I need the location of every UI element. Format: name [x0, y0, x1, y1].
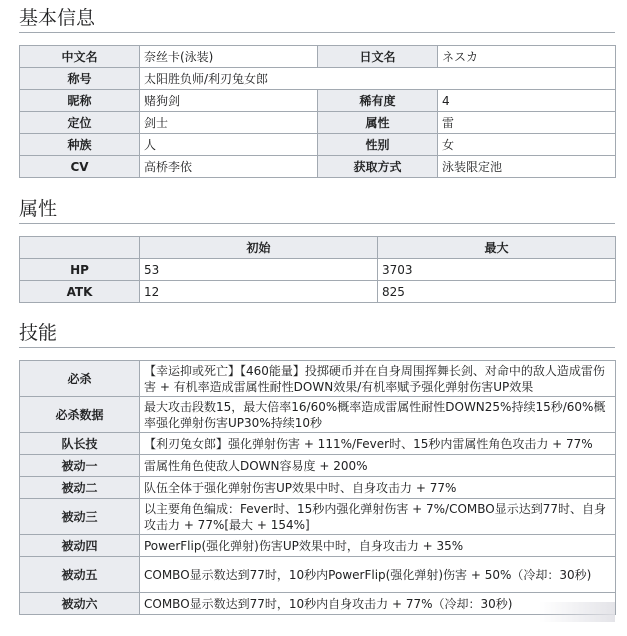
basic-key: 昵称 [20, 90, 140, 112]
skill-name: 队长技 [20, 433, 140, 455]
basic-value: 泳装限定池 [438, 156, 616, 178]
attributes-initial-header: 初始 [140, 237, 378, 259]
basic-value: 雷 [438, 112, 616, 134]
basic-key: 属性 [318, 112, 438, 134]
skill-text: COMBO显示数达到77时，10秒内自身攻击力 + 77%（冷却：30秒) [140, 593, 616, 615]
skill-row [20, 593, 616, 615]
skill-name: 被动四 [20, 535, 140, 557]
skill-row [20, 433, 616, 455]
skill-text: 【利刃兔女郎】强化弹射伤害 + 111%/Fever时、15秒内雷属性角色攻击力 + 77% [140, 433, 616, 455]
skill-name: 被动五 [20, 557, 140, 593]
basic-key: 日文名 [318, 46, 438, 68]
skill-name: 被动一 [20, 455, 140, 477]
skill-row [20, 477, 616, 499]
skill-text: 雷属性角色使敌人DOWN容易度 + 200% [140, 455, 616, 477]
basic-key: 获取方式 [318, 156, 438, 178]
basic-info-heading: 基本信息 [19, 7, 96, 29]
basic-value: 女 [438, 134, 616, 156]
watermark-overlay [539, 602, 615, 622]
basic-row [20, 90, 616, 112]
basic-key: 中文名 [20, 46, 140, 68]
skill-name: 被动三 [20, 499, 140, 535]
skill-text: 以主要角色编成：Fever时、15秒内强化弹射伤害 + 7%/COMBO显示达到77时、自身攻击力 + 77%[最大 + 154%] [140, 499, 616, 535]
basic-key: CV [20, 156, 140, 178]
basic-key: 称号 [20, 68, 140, 90]
attributes-rule [19, 223, 615, 224]
basic-value: 赌狗剑 [140, 90, 318, 112]
basic-value: 太阳胜负师/利刃兔女郎 [140, 68, 616, 90]
basic-row [20, 68, 616, 90]
basic-row [20, 112, 616, 134]
attributes-row [20, 259, 616, 281]
attributes-corner [20, 237, 140, 259]
skill-row [20, 397, 616, 433]
skills-heading: 技能 [19, 322, 58, 344]
basic-info-table [19, 45, 616, 178]
skill-row [20, 499, 616, 535]
skill-name: 必杀 [20, 361, 140, 397]
attribute-max: 825 [378, 281, 616, 303]
skill-text: PowerFlip(强化弹射)伤害UP效果中时，自身攻击力 + 35% [140, 535, 616, 557]
skill-row [20, 557, 616, 593]
skill-row [20, 455, 616, 477]
attributes-table [19, 236, 616, 303]
attribute-name: ATK [20, 281, 140, 303]
attributes-max-header: 最大 [378, 237, 616, 259]
attributes-row [20, 281, 616, 303]
basic-value: 高桥李依 [140, 156, 318, 178]
skill-text: 最大攻击段数15，最大倍率16/60%概率造成雷属性耐性DOWN25%持续15秒/60%概率强化弹射伤害UP30%持续10秒 [140, 397, 616, 433]
skills-table [19, 360, 616, 615]
attributes-heading: 属性 [19, 198, 58, 220]
basic-row [20, 156, 616, 178]
skill-text: COMBO显示数达到77时，10秒内PowerFlip(强化弹射)伤害 + 50%（冷却：30秒) [140, 557, 616, 593]
basic-row [20, 46, 616, 68]
attributes-header-row [20, 237, 616, 259]
skills-rule [19, 347, 615, 348]
attribute-max: 3703 [378, 259, 616, 281]
attribute-initial: 53 [140, 259, 378, 281]
attribute-initial: 12 [140, 281, 378, 303]
basic-key: 定位 [20, 112, 140, 134]
basic-value: 4 [438, 90, 616, 112]
basic-key: 种族 [20, 134, 140, 156]
skill-row [20, 535, 616, 557]
basic-value: ネスカ [438, 46, 616, 68]
skill-text: 队伍全体于强化弹射伤害UP效果中时、自身攻击力 + 77% [140, 477, 616, 499]
basic-key: 稀有度 [318, 90, 438, 112]
skill-name: 被动六 [20, 593, 140, 615]
attribute-name: HP [20, 259, 140, 281]
skill-name: 被动二 [20, 477, 140, 499]
basic-row [20, 134, 616, 156]
basic-value: 奈丝卡(泳装) [140, 46, 318, 68]
basic-value: 剑士 [140, 112, 318, 134]
basic-key: 性别 [318, 134, 438, 156]
basic-value: 人 [140, 134, 318, 156]
skill-text: 【幸运抑或死亡】【460能量】投掷硬币并在自身周围挥舞长剑、对命中的敌人造成雷伤害 + 有机率造成雷属性耐性DOWN效果/有机率赋予强化弹射伤害UP效果 [140, 361, 616, 397]
skill-row [20, 361, 616, 397]
basic-info-rule [19, 32, 615, 33]
skill-name: 必杀数据 [20, 397, 140, 433]
